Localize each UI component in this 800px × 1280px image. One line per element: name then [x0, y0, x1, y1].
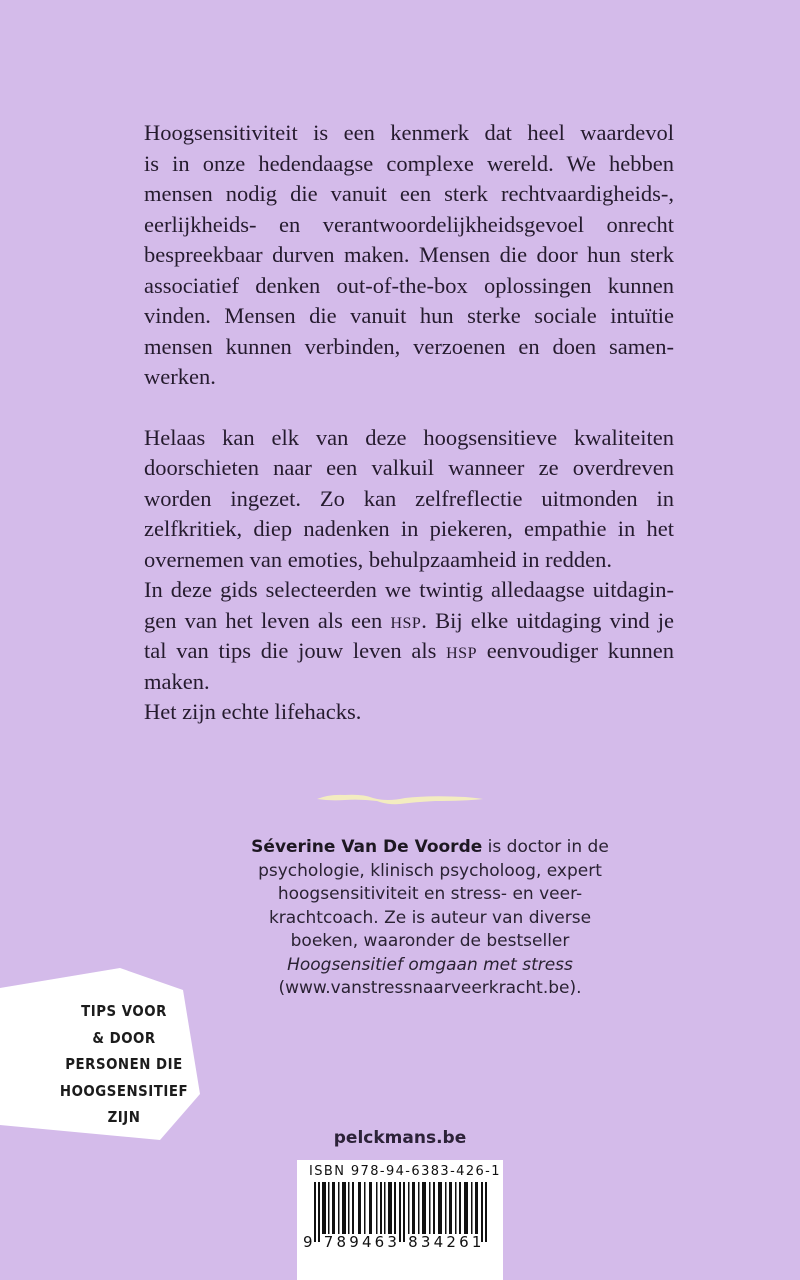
bio-line: boeken, waaronder de bestseller — [290, 931, 570, 951]
blurb-paragraph-3 — [144, 575, 674, 697]
blurb-line: Helaas kan elk van deze hoogsensitieve kwaliteiten — [144, 424, 674, 450]
blurb-line: bespreekbaar durven maken. Mensen die door hun sterk — [144, 242, 674, 267]
author-name: Séverine Van De Voorde — [251, 837, 483, 857]
barcode-digits: 9 789463 834261 — [303, 1233, 485, 1251]
bio-line — [200, 836, 660, 860]
blurb-closing — [144, 697, 674, 728]
blurb-line: zelfkritiek, diep nadenken in piekeren, empathie in het — [144, 516, 674, 541]
barcode-panel — [297, 1160, 503, 1280]
badge-line: ZIJN — [107, 1108, 141, 1126]
badge-line: & DOOR — [92, 1028, 156, 1047]
blurb-line: vinden. Mensen die vanuit hun sterke sociale intuïtie — [144, 303, 674, 328]
text-run: gen van het leven als een — [144, 607, 391, 633]
blurb-line: doorschieten naar een valkuil wanneer ze overdreven — [144, 455, 674, 480]
text-run: eenvoudiger kunnen — [476, 638, 674, 663]
hsp-abbreviation: hsp — [390, 607, 422, 633]
badge-text — [55, 998, 193, 1131]
blurb-line: mensen kunnen verbinden, verzoenen en doen samen- — [144, 333, 674, 359]
bio-line: psychologie, klinisch psycholoog, expert — [258, 860, 602, 881]
blurb-line: In deze gids selecteerden we twintig alledaagse uitdagin- — [144, 577, 674, 602]
bio-line: krachtcoach. Ze is auteur van diverse — [268, 907, 592, 928]
author-website: (www.vanstressnaarveerkracht.be). — [278, 978, 582, 998]
hsp-abbreviation: hsp — [446, 638, 477, 663]
badge-line: HOOGSENSITIEF — [59, 1081, 189, 1100]
publisher-website: pelckmans.be — [333, 1128, 467, 1148]
blurb-line — [144, 606, 674, 637]
blurb-text — [144, 118, 674, 728]
blurb-line: maken. — [144, 668, 210, 694]
brush-stroke-divider — [315, 790, 485, 806]
blurb-line: mensen nodig die vanuit een sterk rechtvaardigheids-, — [144, 181, 674, 206]
badge-line: TIPS VOOR — [81, 1002, 167, 1020]
blurb-line: overnemen van emoties, behulpzaamheid in redden. — [144, 546, 612, 572]
blurb-line: Het zijn echte lifehacks. — [144, 699, 362, 724]
blurb-paragraph-2 — [144, 423, 674, 576]
text-run: . Bij elke uitdaging vind je — [421, 607, 674, 633]
book-title: Hoogsensitief omgaan met stress — [287, 954, 573, 975]
blurb-line: is in onze hedendaagse complexe wereld. We hebben — [144, 150, 674, 176]
badge-line: PERSONEN DIE — [65, 1055, 183, 1073]
blurb-line — [144, 636, 674, 667]
author-bio — [200, 836, 660, 1001]
bio-line: hoogsensitiviteit en stress- en veer- — [277, 884, 583, 904]
bio-line — [200, 954, 660, 978]
text-run: is doctor in de — [482, 837, 609, 857]
isbn-label: ISBN 978-94-6383-426-1 — [309, 1164, 501, 1179]
blurb-line: werken. — [144, 364, 216, 389]
blurb-line: Hoogsensitiviteit is een kenmerk dat heel waardevol — [144, 120, 674, 145]
blurb-paragraph-1 — [144, 118, 674, 393]
blurb-line: associatief denken out-of-the-box oplossingen kunnen — [144, 272, 674, 298]
blurb-line: eerlijkheids- en verantwoordelijkheidsgevoel onrecht — [144, 211, 674, 237]
text-run: tal van tips die jouw leven als — [144, 638, 447, 663]
blurb-line: worden ingezet. Zo kan zelfreflectie uitmonden in — [144, 485, 674, 511]
